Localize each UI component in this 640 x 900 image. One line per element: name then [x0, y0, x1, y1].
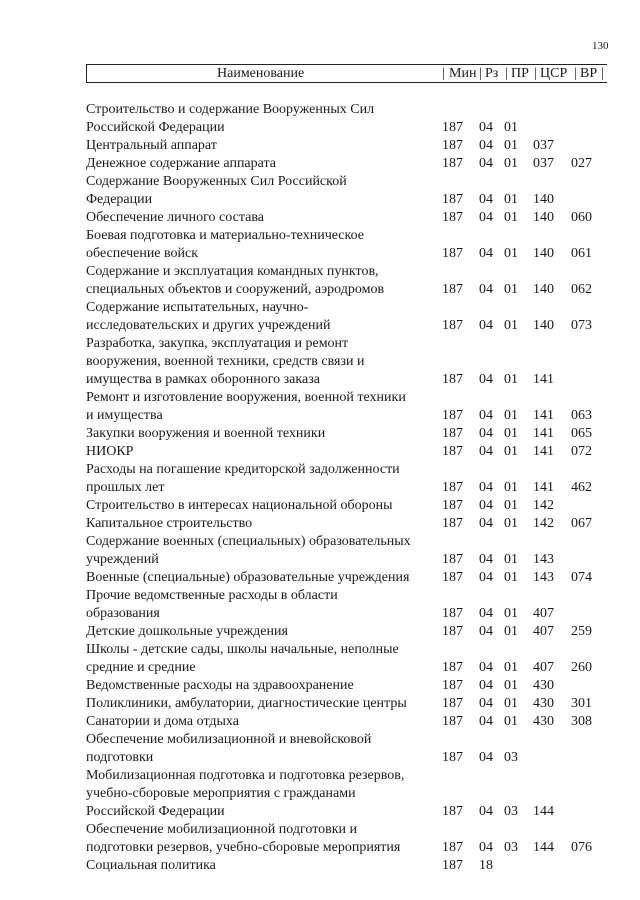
cell-csr: 144 — [533, 804, 554, 819]
cell-vr: 062 — [571, 282, 592, 297]
cell-vr: 065 — [571, 426, 592, 441]
cell-rz: 04 — [479, 570, 493, 585]
row-name-line: Федерации — [86, 192, 153, 207]
cell-pr: 01 — [504, 480, 518, 495]
cell-pr: 01 — [504, 210, 518, 225]
cell-csr: 141 — [533, 426, 554, 441]
cell-rz: 04 — [479, 696, 493, 711]
row-name-line: подготовки резервов, учебно-сборовые мероприятия — [86, 840, 401, 855]
cell-min: 187 — [442, 120, 463, 135]
cell-pr: 01 — [504, 660, 518, 675]
cell-min: 187 — [442, 552, 463, 567]
cell-csr: 141 — [533, 408, 554, 423]
cell-pr: 01 — [504, 516, 518, 531]
cell-csr: 140 — [533, 246, 554, 261]
cell-rz: 04 — [479, 480, 493, 495]
cell-rz: 04 — [479, 408, 493, 423]
cell-pr: 01 — [504, 696, 518, 711]
cell-rz: 04 — [479, 714, 493, 729]
cell-rz: 04 — [479, 678, 493, 693]
cell-min: 187 — [442, 138, 463, 153]
cell-pr: 03 — [504, 840, 518, 855]
cell-csr: 142 — [533, 498, 554, 513]
cell-rz: 04 — [479, 750, 493, 765]
row-name-line: Мобилизационная подготовка и подготовка резервов, — [86, 768, 405, 783]
cell-rz: 04 — [479, 624, 493, 639]
row-name-line: Содержание и эксплуатация командных пунктов, — [86, 264, 379, 279]
row-name-line: исследовательских и других учреждений — [86, 318, 331, 333]
cell-vr: 073 — [571, 318, 592, 333]
cell-csr: 407 — [533, 660, 554, 675]
cell-csr: 144 — [533, 840, 554, 855]
cell-rz: 04 — [479, 318, 493, 333]
cell-min: 187 — [442, 192, 463, 207]
cell-min: 187 — [442, 480, 463, 495]
row-name-line: Обеспечение мобилизационной и вневойсковой — [86, 732, 372, 747]
row-name-line: учреждений — [86, 552, 159, 567]
cell-vr: 260 — [571, 660, 592, 675]
cell-pr: 01 — [504, 120, 518, 135]
cell-min: 187 — [442, 660, 463, 675]
table-header — [86, 64, 607, 83]
row-name-line: Центральный аппарат — [86, 138, 217, 153]
cell-pr: 01 — [504, 156, 518, 171]
cell-csr: 140 — [533, 282, 554, 297]
row-name-line: Строительство и содержание Вооруженных Сил — [86, 102, 375, 117]
row-name-line: Ведомственные расходы на здравоохранение — [86, 678, 354, 693]
row-name-line: Строительство в интересах национальной обороны — [86, 498, 393, 513]
row-name-line: подготовки — [86, 750, 154, 765]
cell-csr: 037 — [533, 156, 554, 171]
cell-pr: 01 — [504, 426, 518, 441]
cell-rz: 04 — [479, 840, 493, 855]
cell-pr: 03 — [504, 804, 518, 819]
row-name-line: Прочие ведомственные расходы в области — [86, 588, 338, 603]
cell-min: 187 — [442, 408, 463, 423]
cell-vr: 027 — [571, 156, 592, 171]
cell-csr: 140 — [533, 192, 554, 207]
cell-rz: 04 — [479, 210, 493, 225]
cell-vr: 063 — [571, 408, 592, 423]
cell-min: 187 — [442, 444, 463, 459]
cell-rz: 04 — [479, 282, 493, 297]
cell-rz: 04 — [479, 660, 493, 675]
row-name-line: Поликлиники, амбулатории, диагностические центры — [86, 696, 407, 711]
row-name-line: учебно-сборовые мероприятия с гражданами — [86, 786, 356, 801]
cell-min: 187 — [442, 804, 463, 819]
cell-min: 187 — [442, 750, 463, 765]
cell-vr: 308 — [571, 714, 592, 729]
header-divider: | — [534, 66, 537, 81]
cell-csr: 407 — [533, 606, 554, 621]
cell-min: 187 — [442, 624, 463, 639]
cell-rz: 04 — [479, 138, 493, 153]
cell-csr: 143 — [533, 552, 554, 567]
cell-rz: 04 — [479, 426, 493, 441]
cell-rz: 04 — [479, 498, 493, 513]
row-name-line: вооружения, военной техники, средств связи и — [86, 354, 365, 369]
cell-vr: 072 — [571, 444, 592, 459]
row-name-line: и имущества — [86, 408, 163, 423]
row-name-line: Школы - детские сады, школы начальные, неполные — [86, 642, 399, 657]
row-name-line: Российской Федерации — [86, 120, 225, 135]
cell-rz: 04 — [479, 372, 493, 387]
row-name-line: образования — [86, 606, 160, 621]
cell-csr: 037 — [533, 138, 554, 153]
cell-pr: 01 — [504, 246, 518, 261]
row-name-line: Содержание военных (специальных) образовательных — [86, 534, 411, 549]
cell-vr: 301 — [571, 696, 592, 711]
cell-csr: 141 — [533, 480, 554, 495]
cell-csr: 141 — [533, 372, 554, 387]
cell-min: 187 — [442, 516, 463, 531]
cell-min: 187 — [442, 426, 463, 441]
cell-pr: 01 — [504, 372, 518, 387]
cell-vr: 076 — [571, 840, 592, 855]
cell-pr: 01 — [504, 624, 518, 639]
row-name-line: Детские дошкольные учреждения — [86, 624, 288, 639]
row-name-line: Обеспечение личного состава — [86, 210, 264, 225]
cell-pr: 01 — [504, 282, 518, 297]
cell-min: 187 — [442, 318, 463, 333]
header-min: Мин — [449, 66, 477, 81]
cell-rz: 04 — [479, 804, 493, 819]
cell-rz: 04 — [479, 516, 493, 531]
row-name-line: Военные (специальные) образовательные учреждения — [86, 570, 410, 585]
row-name-line: специальных объектов и сооружений, аэродромов — [86, 282, 385, 297]
cell-pr: 01 — [504, 192, 518, 207]
cell-rz: 04 — [479, 192, 493, 207]
cell-min: 187 — [442, 858, 463, 873]
cell-pr: 01 — [504, 318, 518, 333]
header-divider: | — [574, 66, 577, 81]
cell-pr: 01 — [504, 138, 518, 153]
cell-vr: 067 — [571, 516, 592, 531]
cell-csr: 141 — [533, 444, 554, 459]
cell-min: 187 — [442, 210, 463, 225]
cell-min: 187 — [442, 246, 463, 261]
cell-min: 187 — [442, 606, 463, 621]
cell-pr: 01 — [504, 408, 518, 423]
header-pr: ПР — [511, 66, 529, 81]
row-name-line: средние и средние — [86, 660, 196, 675]
row-name-line: Обеспечение мобилизационной подготовки и — [86, 822, 358, 837]
row-name-line: Ремонт и изготовление вооружения, военной техники — [86, 390, 406, 405]
cell-pr: 01 — [504, 498, 518, 513]
header-divider: | — [442, 66, 445, 81]
cell-pr: 01 — [504, 444, 518, 459]
header-divider: | — [479, 66, 482, 81]
cell-pr: 01 — [504, 552, 518, 567]
cell-pr: 03 — [504, 750, 518, 765]
row-name-line: Российской Федерации — [86, 804, 225, 819]
cell-vr: 060 — [571, 210, 592, 225]
header-divider: | — [505, 66, 508, 81]
cell-rz: 04 — [479, 246, 493, 261]
cell-min: 187 — [442, 372, 463, 387]
cell-vr: 061 — [571, 246, 592, 261]
row-name-line: Разработка, закупка, эксплуатация и ремонт — [86, 336, 349, 351]
row-name-line: Социальная политика — [86, 858, 216, 873]
cell-rz: 04 — [479, 552, 493, 567]
cell-min: 187 — [442, 498, 463, 513]
header-divider: | — [601, 66, 604, 81]
cell-csr: 407 — [533, 624, 554, 639]
cell-rz: 04 — [479, 606, 493, 621]
cell-vr: 259 — [571, 624, 592, 639]
cell-pr: 01 — [504, 714, 518, 729]
row-name-line: Расходы на погашение кредиторской задолженности — [86, 462, 400, 477]
cell-min: 187 — [442, 696, 463, 711]
cell-min: 187 — [442, 570, 463, 585]
row-name-line: Санатории и дома отдыха — [86, 714, 239, 729]
cell-vr: 074 — [571, 570, 592, 585]
cell-min: 187 — [442, 714, 463, 729]
header-vr: ВР — [580, 66, 598, 81]
cell-rz: 04 — [479, 156, 493, 171]
cell-rz: 04 — [479, 444, 493, 459]
cell-csr: 143 — [533, 570, 554, 585]
cell-csr: 430 — [533, 696, 554, 711]
cell-csr: 430 — [533, 714, 554, 729]
row-name-line: Боевая подготовка и материально-техническое — [86, 228, 364, 243]
row-name-line: имущества в рамках оборонного заказа — [86, 372, 320, 387]
cell-csr: 140 — [533, 318, 554, 333]
cell-min: 187 — [442, 156, 463, 171]
cell-csr: 142 — [533, 516, 554, 531]
row-name-line: Содержание Вооруженных Сил Российской — [86, 174, 347, 189]
header-csr: ЦСР — [540, 66, 568, 81]
row-name-line: Денежное содержание аппарата — [86, 156, 277, 171]
cell-rz: 04 — [479, 120, 493, 135]
header-name: Наименование — [217, 66, 305, 81]
row-name-line: Содержание испытательных, научно- — [86, 300, 309, 315]
cell-pr: 01 — [504, 678, 518, 693]
row-name-line: прошлых лет — [86, 480, 165, 495]
page-number: 130 — [592, 40, 609, 52]
row-name-line: обеспечение войск — [86, 246, 199, 261]
cell-pr: 01 — [504, 570, 518, 585]
header-rz: Рз — [485, 66, 499, 81]
cell-min: 187 — [442, 282, 463, 297]
cell-min: 187 — [442, 840, 463, 855]
cell-csr: 430 — [533, 678, 554, 693]
row-name-line: НИОКР — [86, 444, 134, 459]
cell-vr: 462 — [571, 480, 592, 495]
cell-pr: 01 — [504, 606, 518, 621]
cell-rz: 18 — [479, 858, 493, 873]
row-name-line: Капитальное строительство — [86, 516, 253, 531]
cell-min: 187 — [442, 678, 463, 693]
row-name-line: Закупки вооружения и военной техники — [86, 426, 326, 441]
cell-csr: 140 — [533, 210, 554, 225]
